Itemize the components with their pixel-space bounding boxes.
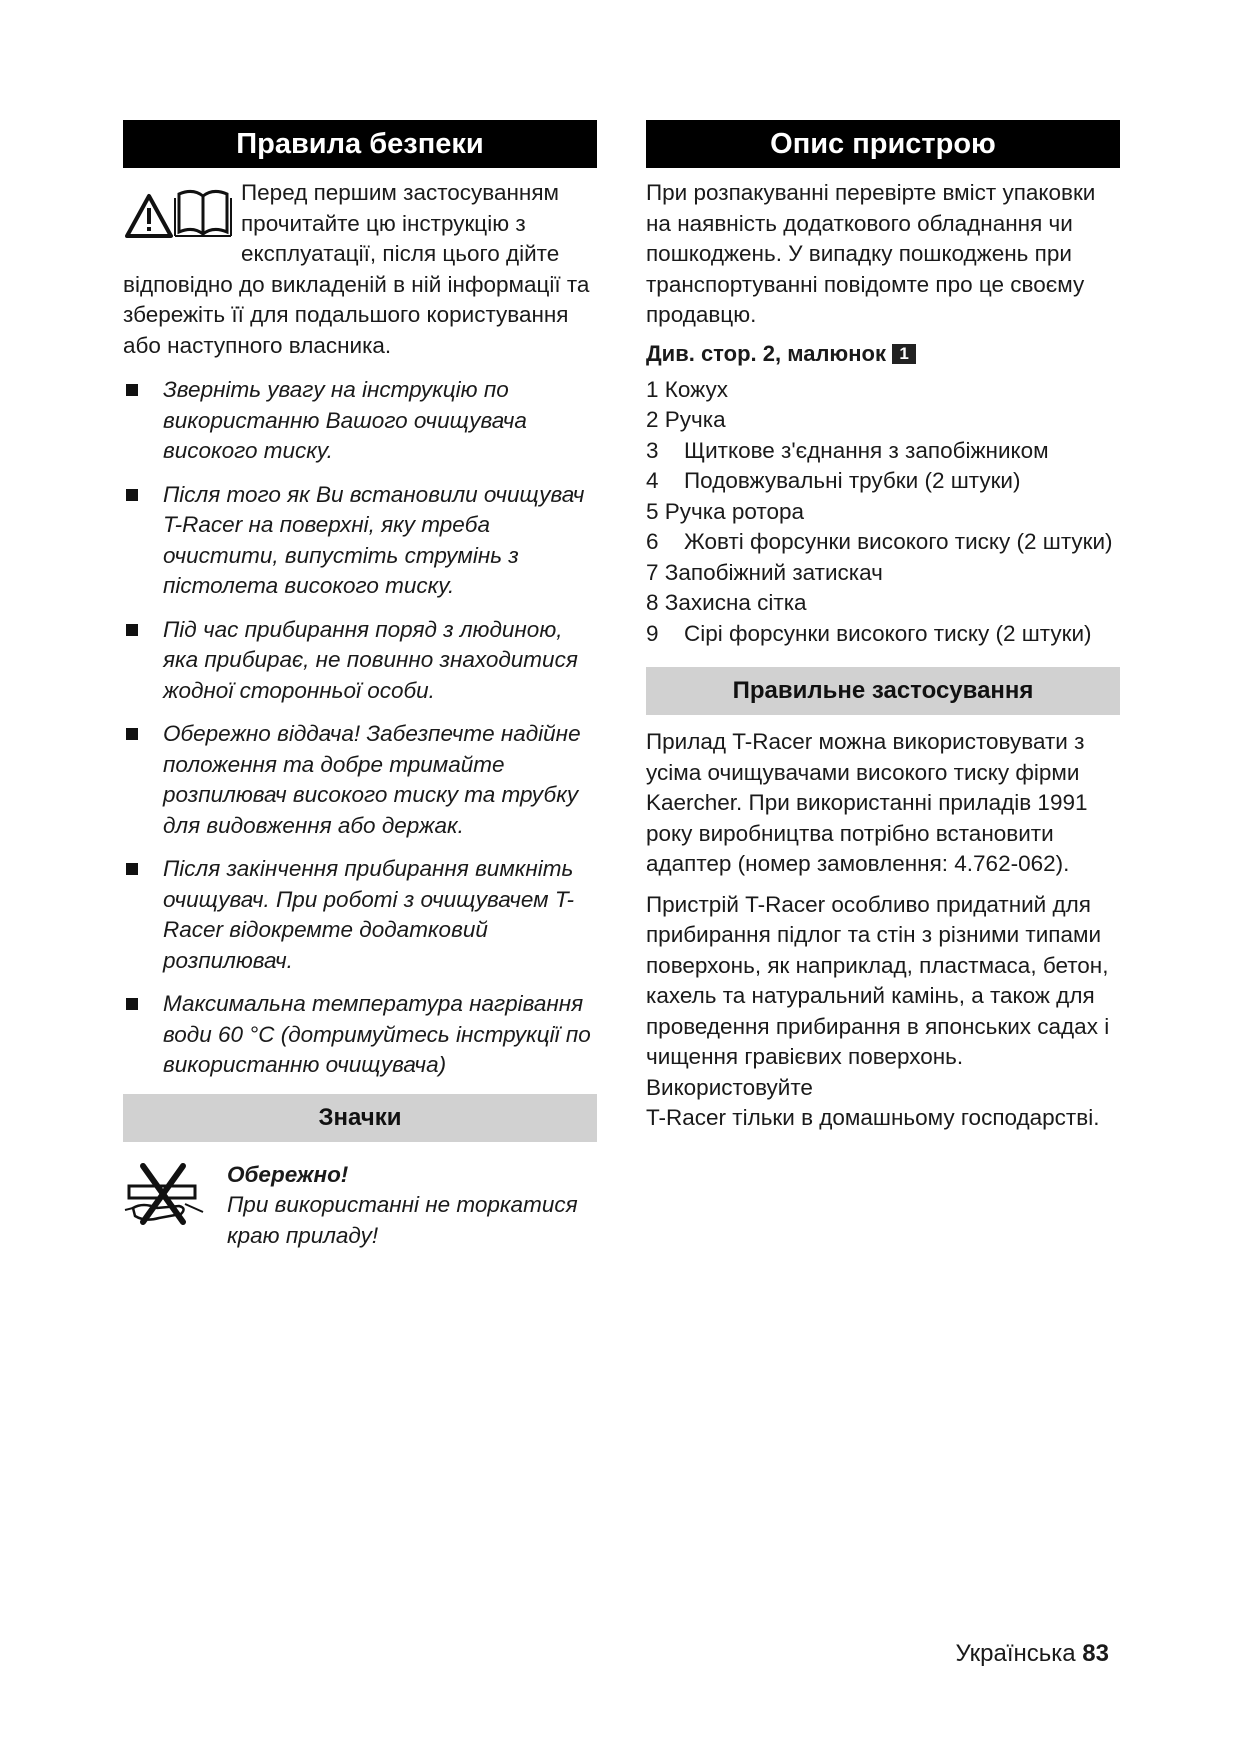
warning-title: Обережно! — [227, 1161, 349, 1187]
figure-reference-text: Див. стор. 2, малюнок — [646, 340, 886, 366]
page-footer — [955, 1640, 1109, 1668]
list-item: 4 Подовжувальні трубки (2 штуки) — [646, 468, 1021, 493]
list-item: 9 Сірі форсунки високого тиску (2 штуки) — [646, 620, 1092, 646]
bullet-square-icon — [126, 384, 138, 396]
usage-paragraph-1: Прилад T-Racer можна використовувати з усіма очищувачами високого тиску фірми Kaercher. При використанні приладів 1991 року виробництва потрібно встановити адаптер (номер замовлення: 4.762-062). — [646, 729, 1088, 876]
list-item: Обережно віддача! Забезпечте надійне положення та добре тримайте розпилювач високого тиску та трубку для видовження або держак. — [123, 719, 597, 841]
figure-number-badge: 1 — [892, 344, 916, 364]
list-item: 5 Ручка ротора — [646, 498, 804, 524]
bullet-square-icon — [126, 998, 138, 1010]
list-item: 8 Захисна сітка — [646, 590, 807, 615]
safety-intro-text: Перед першим застосуванням прочитайте цю інструкцію з експлуатації, після цього дійте відповідно до викладеній в ній інформації та збережіть її для подальшого користування або наступного власника. — [123, 180, 590, 358]
list-item: 3 Щиткове з'єднання з запобіжником — [646, 437, 1049, 463]
usage-paragraph-4: T-Racer тільки в домашньому господарстві. — [646, 1105, 1100, 1130]
do-not-touch-edge-icon — [123, 1160, 209, 1232]
bullet-square-icon — [126, 624, 138, 636]
usage-paragraph-2: Пристрій T-Racer особливо придатний для прибирання підлог та стін з різними типами поверхонь, як наприклад, пластмаса, бетон, кахель та натуральний камінь, а також для проведення прибирання в японських садах і чищення гравієвих поверхонь. — [646, 891, 1110, 1069]
list-item: Максимальна температура нагрівання води 60 °C (дотримуйтесь інструкції по використанню очищувача) — [123, 989, 597, 1081]
right-column — [646, 120, 1120, 1134]
page-number: 83 — [1082, 1640, 1109, 1667]
list-item: Після того як Ви встановили очищувач T-Racer на поверхні, яку треба очистити, випустіть струмінь з пістолета високого тиску. — [123, 480, 597, 602]
safety-intro — [123, 178, 597, 361]
safety-heading: Правила безпеки — [123, 120, 597, 168]
list-item: Після закінчення прибирання вимкніть очищувач. При роботі з очищувачем T-Racer відокремте додатковий розпилювач. — [123, 854, 597, 976]
left-column — [123, 120, 597, 1260]
warning-text: При використанні не торкатися краю приладу! — [227, 1192, 578, 1248]
list-item: 1 Кожух — [646, 376, 728, 402]
parts-list — [646, 375, 1120, 650]
bullet-square-icon — [126, 863, 138, 875]
bullet-square-icon — [126, 489, 138, 501]
usage-paragraph-3: Використовуйте — [646, 1074, 813, 1100]
figure-reference — [646, 339, 1120, 369]
warning-text-block — [227, 1160, 597, 1252]
bullet-square-icon — [126, 728, 138, 740]
description-heading: Опис пристрою — [646, 120, 1120, 168]
warning-block — [123, 1160, 597, 1260]
list-item: Під час прибирання поряд з людиною, яка прибирає, не повинно знаходитися жодної сторонньої особи. — [123, 615, 597, 707]
list-item: Зверніть увагу на інструкцію по використанню Вашого очищувача високого тиску. — [123, 375, 597, 467]
usage-heading: Правильне застосування — [646, 667, 1120, 715]
list-item: 2 Ручка — [646, 407, 726, 432]
safety-list — [123, 375, 597, 1081]
list-item: 7 Запобіжний затискач — [646, 559, 883, 585]
warning-read-manual-icon — [123, 184, 233, 242]
list-item: 6 Жовті форсунки високого тиску (2 штуки) — [646, 529, 1113, 554]
symbols-heading: Значки — [123, 1094, 597, 1142]
description-intro: При розпакуванні перевірте вміст упаковки на наявність додаткового обладнання чи пошкоджень. У випадку пошкоджень при транспортуванні повідомте про це своєму продавцю. — [646, 180, 1096, 327]
footer-language: Українська — [955, 1640, 1076, 1667]
